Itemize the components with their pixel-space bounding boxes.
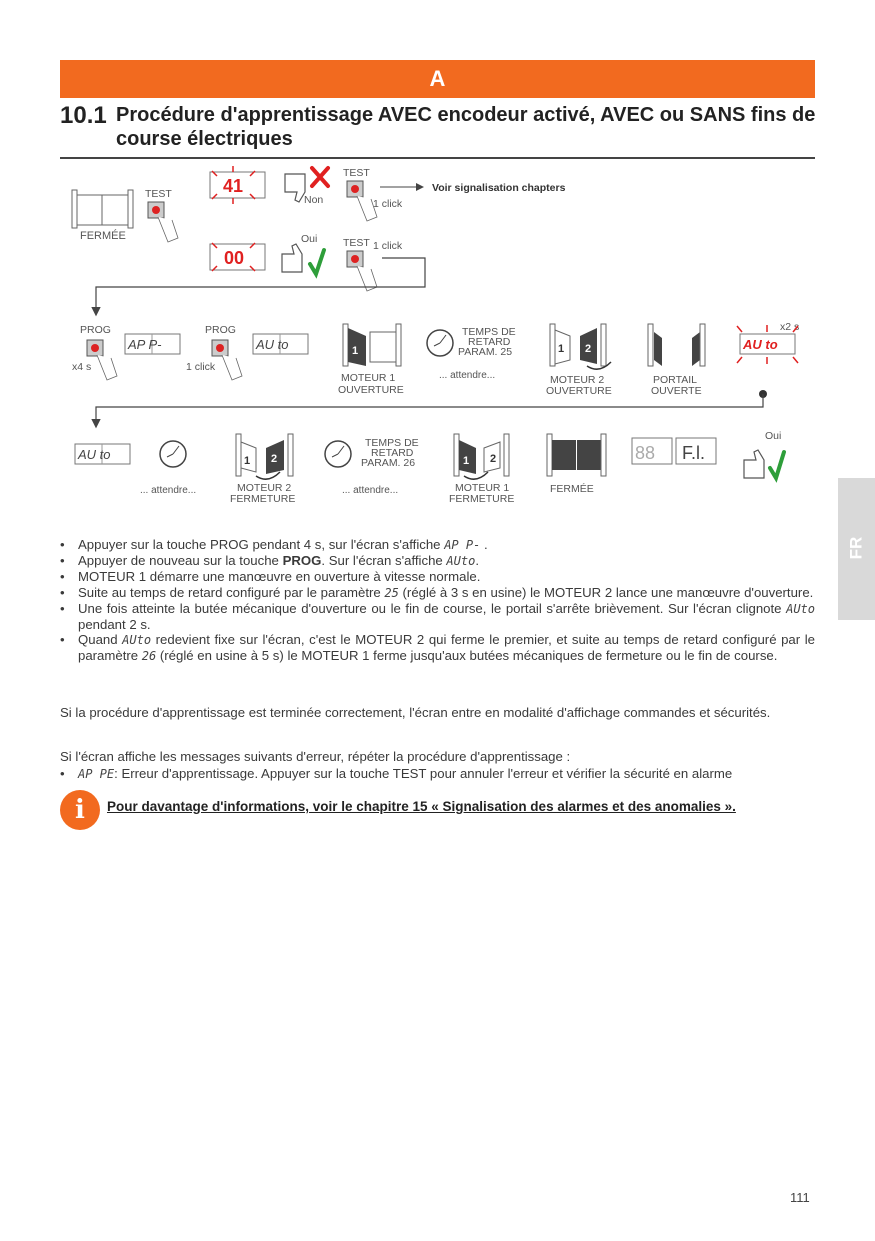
step-3: • MOTEUR 1 démarre une manœuvre en ouverture à vitesse normale. xyxy=(60,569,815,584)
display-auto-1 xyxy=(253,334,308,354)
clock-icon-1 xyxy=(427,330,453,356)
x2s-label: x2 s xyxy=(780,321,800,333)
temps-retard-1-b: RETARD xyxy=(468,336,511,348)
svg-text:2: 2 xyxy=(271,453,278,465)
display-auto-2-value: AU to xyxy=(78,447,111,462)
display-auto-2 xyxy=(75,444,130,464)
attendre-label-3: ... attendre... xyxy=(342,485,399,496)
temps-retard-2-a: TEMPS DE xyxy=(365,437,419,449)
clock-icon-3 xyxy=(325,441,351,467)
non-label: Non xyxy=(304,194,324,206)
moteur2-fermeture-label-a: MOTEUR 2 xyxy=(237,482,292,494)
gate-closed-icon xyxy=(72,190,133,228)
moteur2-ouverture-label-b: OUVERTURE xyxy=(546,385,612,397)
step-6: • Quand AUto redevient fixe sur l'écran, c'est le MOTEUR 2 qui ferme le premier, et suite au temps de retard configuré par le paramètre 26 (réglé en usine à 5 s) le MOTEUR 1 ferme jusqu'aux butées mécaniques de fermeture ou le fin de course. xyxy=(60,632,815,664)
display-auto-blinking-value: AU to xyxy=(743,337,778,352)
gate-motor1-closing-icon xyxy=(454,434,509,479)
gate-open-icon xyxy=(648,324,705,366)
temps-retard-2-b: RETARD xyxy=(371,447,414,459)
svg-text:1: 1 xyxy=(558,343,565,355)
step-2: • Appuyer de nouveau sur la touche PROG. Sur l'écran s'affiche AUto. xyxy=(60,553,815,569)
info-note xyxy=(60,790,815,830)
svg-text:1: 1 xyxy=(352,345,359,357)
svg-text:2: 2 xyxy=(490,453,497,465)
moteur1-fermeture-label-b: FERMETURE xyxy=(449,493,515,505)
x4s-label: x4 s xyxy=(72,361,92,373)
step-5: • Une fois atteinte la butée mécanique d'ouverture ou le fin de course, le portail s'arrête brièvement. Sur l'écran clignote AUto pendant 2 s. xyxy=(60,601,815,632)
language-tab xyxy=(838,478,875,620)
test-label-3: TEST xyxy=(343,237,370,249)
test-button-1[interactable] xyxy=(148,202,178,242)
thumb-up-final-icon xyxy=(744,450,764,478)
gate-motor2-opening-icon xyxy=(550,324,611,369)
page-number: 111 xyxy=(790,1190,810,1205)
click-label-2: 1 click xyxy=(373,240,403,252)
check-icon xyxy=(310,250,324,274)
final-display xyxy=(632,438,716,464)
attendre-label-1: ... attendre... xyxy=(439,370,496,381)
heading-rule xyxy=(60,157,815,159)
info-icon: i xyxy=(60,790,100,830)
gate-motor2-closing-icon xyxy=(236,434,293,479)
test-button-3[interactable] xyxy=(347,251,377,291)
error-intro-paragraph: Si l'écran affiche les messages suivants d'erreur, répéter la procédure d'apprentissage : xyxy=(60,749,571,764)
svg-text:1: 1 xyxy=(244,455,251,467)
clock-icon-2 xyxy=(160,441,186,467)
moteur1-fermeture-label-a: MOTEUR 1 xyxy=(455,482,510,494)
moteur1-ouverture-label-b: OUVERTURE xyxy=(338,384,404,396)
thumb-down-icon xyxy=(285,174,305,202)
oui-label-1: Oui xyxy=(301,233,318,245)
prog-button-2[interactable] xyxy=(212,340,242,380)
step-1: • Appuyer sur la touche PROG pendant 4 s, sur l'écran s'affiche AP P- . xyxy=(60,537,815,553)
test-label-1: TEST xyxy=(145,188,172,200)
svg-text:2: 2 xyxy=(585,343,592,355)
test-label-2: TEST xyxy=(343,167,370,179)
temps-retard-1-a: TEMPS DE xyxy=(462,326,516,338)
procedure-steps xyxy=(60,537,815,665)
error-item: • AP PE: Erreur d'apprentissage. Appuyer sur la touche TEST pour annuler l'erreur et vérifier la sécurité en alarme xyxy=(60,766,815,782)
voir-signalisation-link[interactable]: Voir signalisation chapters xyxy=(432,182,566,194)
prog-label-2: PROG xyxy=(205,324,236,336)
portail-ouvert-label-b: OUVERTE xyxy=(651,385,702,397)
step-4: • Suite au temps de retard configuré par le paramètre 25 (réglé à 3 s en usine) le MOTEUR 2 lance une manœuvre d'ouverture. xyxy=(60,585,815,601)
gate-closed-label: FERMÉE xyxy=(80,230,126,242)
final-display-value: F.l. xyxy=(682,443,706,463)
display-auto-1-value: AU to xyxy=(256,337,289,352)
section-banner: A xyxy=(60,60,815,98)
svg-text:1: 1 xyxy=(463,455,470,467)
error-display-value: 41 xyxy=(223,176,244,196)
language-tab-label: FR xyxy=(846,536,866,560)
prog-label-1: PROG xyxy=(80,324,111,336)
thumb-up-icon xyxy=(282,244,302,272)
display-ap-p xyxy=(125,334,180,354)
gate-closed-final-label: FERMÉE xyxy=(550,483,594,495)
section-title: Procédure d'apprentissage AVEC encodeur activé, AVEC ou SANS fins de course électriques xyxy=(116,104,816,150)
moteur2-fermeture-label-b: FERMETURE xyxy=(230,493,296,505)
check-final-icon xyxy=(770,452,784,478)
info-link[interactable]: Pour davantage d'informations, voir le chapitre 15 « Signalisation des alarmes et des anomalies ». xyxy=(107,799,736,814)
cross-icon xyxy=(312,168,328,186)
procedure-diagram xyxy=(60,162,820,512)
gate-motor1-opening-icon xyxy=(343,324,401,366)
display-ap-p-value: AP P- xyxy=(128,337,162,352)
ok-display-value: 00 xyxy=(224,248,245,268)
click-label-3: 1 click xyxy=(186,361,216,373)
moteur2-ouverture-label-a: MOTEUR 2 xyxy=(550,374,605,386)
portail-ouvert-label-a: PORTAIL xyxy=(653,374,697,386)
click-label-1: 1 click xyxy=(373,198,403,210)
gate-closed-final-icon xyxy=(547,434,606,476)
error-display xyxy=(210,166,265,204)
temps-retard-2-c: PARAM. 26 xyxy=(361,457,416,469)
error-list xyxy=(60,766,815,782)
final-display-88: 88 xyxy=(635,443,656,463)
ok-display xyxy=(210,243,265,271)
success-paragraph: Si la procédure d'apprentissage est terminée correctement, l'écran entre en modalité d'affichage commandes et sécurités. xyxy=(60,705,771,720)
section-number: 10.1 xyxy=(60,102,107,129)
prog-button-1[interactable] xyxy=(87,340,117,380)
oui-label-2: Oui xyxy=(765,430,782,442)
attendre-label-2: ... attendre... xyxy=(140,485,197,496)
moteur1-ouverture-label-a: MOTEUR 1 xyxy=(341,372,396,384)
temps-retard-1-c: PARAM. 25 xyxy=(458,346,513,358)
